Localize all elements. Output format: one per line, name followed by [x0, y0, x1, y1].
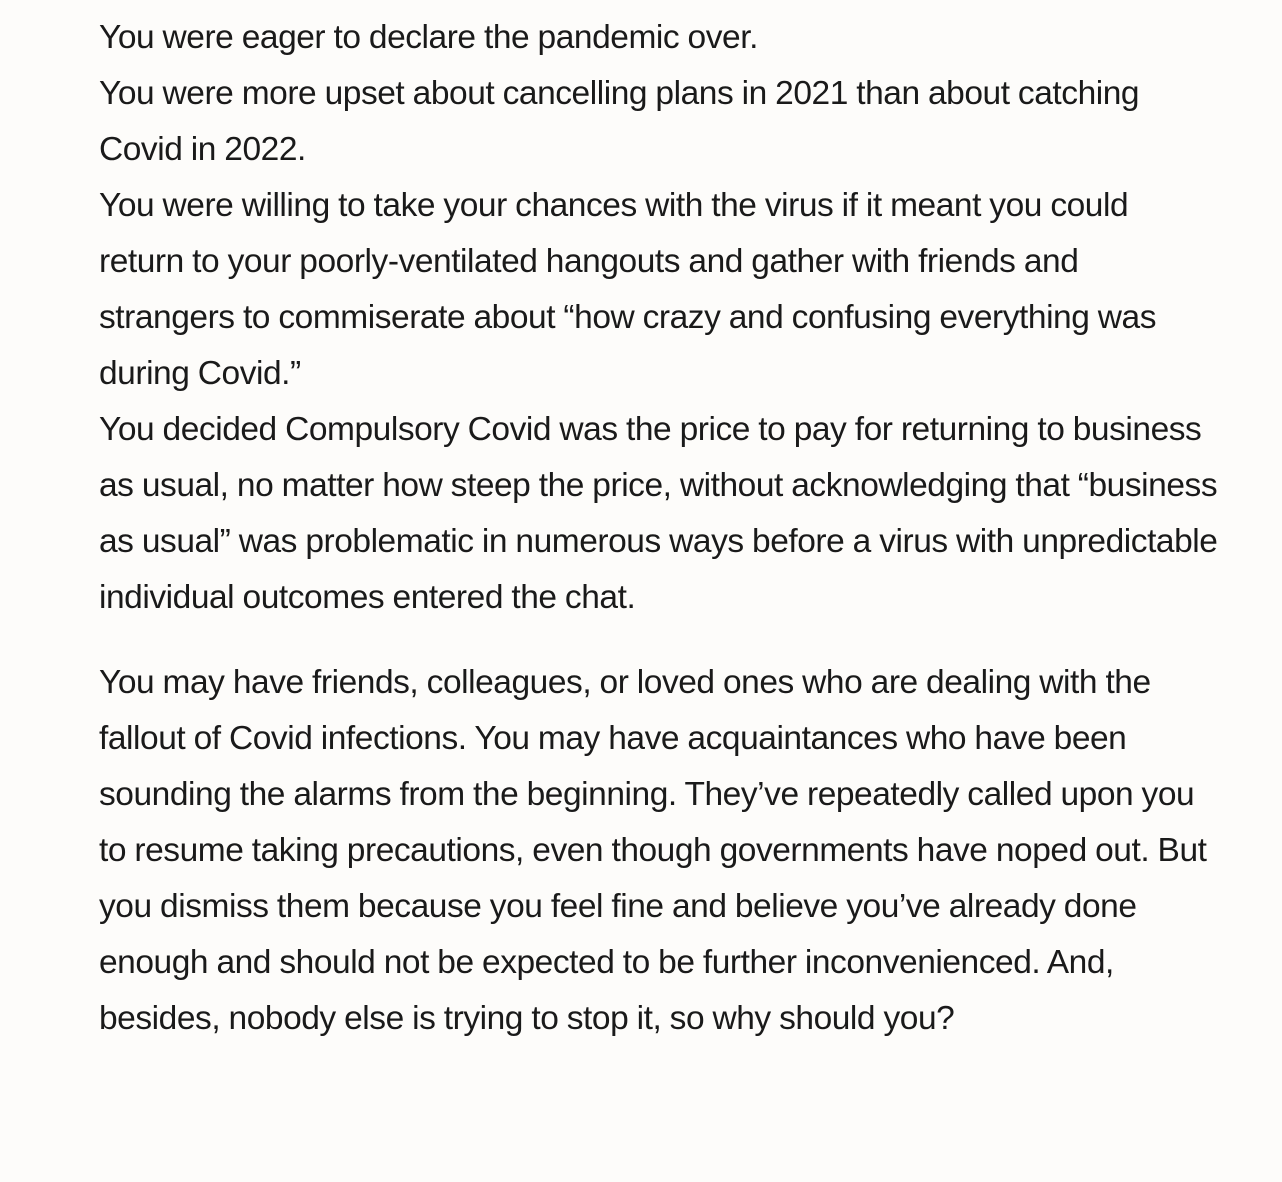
paragraph-block-2: You may have friends, colleagues, or loved ones who are dealing with the fallout of Covid infections. You may have acquaintances who have been sounding the alarms from the beginning. They’ve repeatedly called upon you to resume taking precautions, even though governments have noped out. But you dismiss them because you feel fine and believe you’ve already done enough and should not be expected to be further inconvenienced. And, besides, nobody else is trying to stop it, so why should you?: [99, 664, 1207, 1037]
paragraph-line: You were willing to take your chances with the virus if it meant you could return to your poorly-ventilated hangouts and gather with friends and strangers to commiserate about “how crazy and confusing everything was during Covid.”: [99, 187, 1157, 392]
paragraph-line: You were eager to declare the pandemic over.: [99, 19, 758, 56]
paragraph-spacer: [99, 626, 1219, 655]
paragraph-block-1: [99, 10, 1219, 626]
paragraph-line: You decided Compulsory Covid was the price to pay for returning to business as usual, no matter how steep the price, without acknowledging that “business as usual” was problematic in numerous ways before a virus with unpredictable individual outcomes entered the chat.: [99, 411, 1218, 616]
article-body: [99, 10, 1219, 1047]
paragraph-line: You were more upset about cancelling plans in 2021 than about catching Covid in 2022.: [99, 75, 1140, 168]
